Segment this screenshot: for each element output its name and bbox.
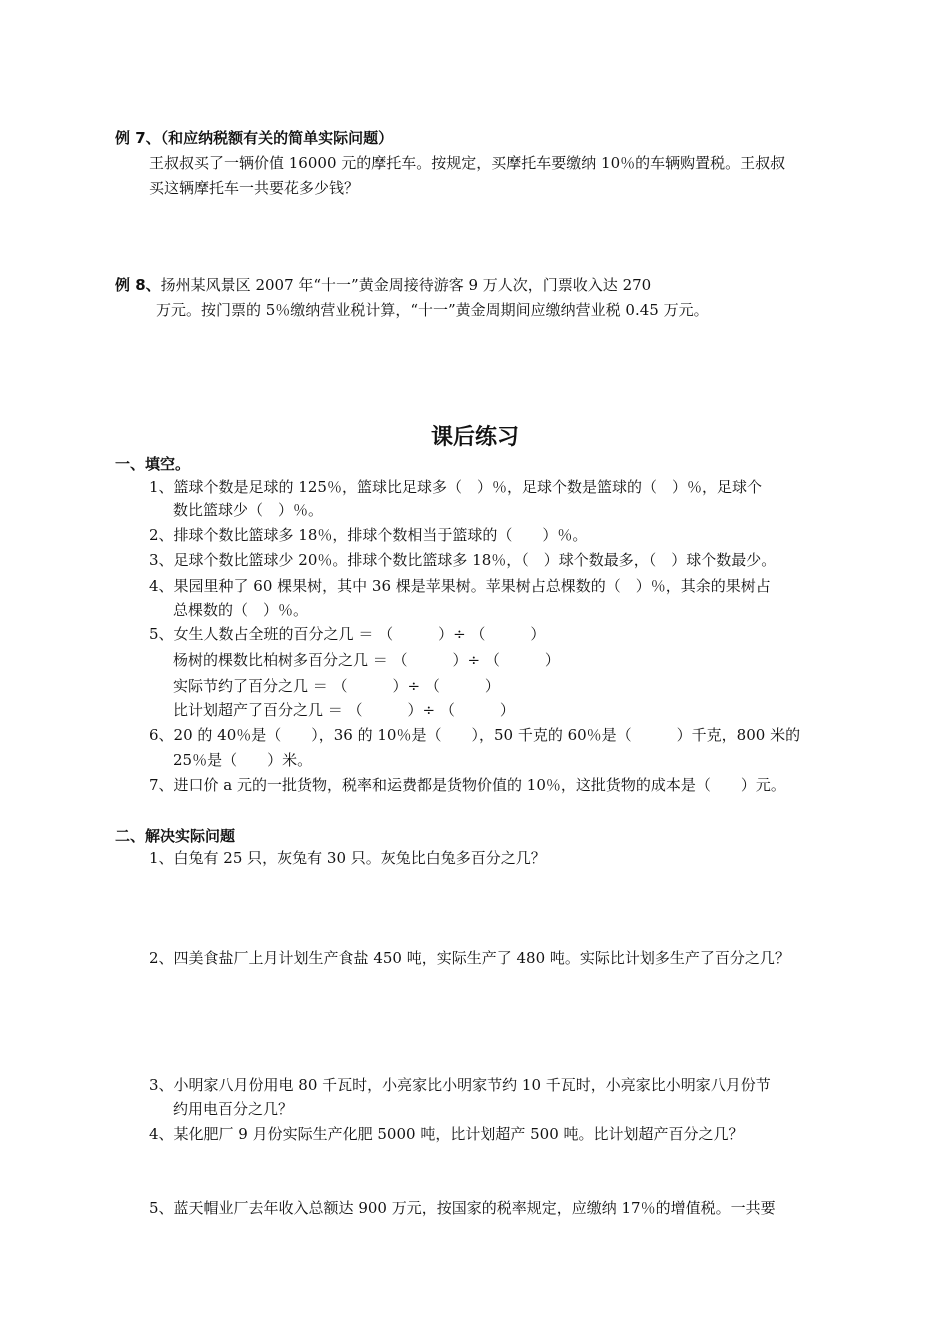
example7-heading-line	[115, 128, 393, 148]
problem-line: 3、小明家八月份用电 80 千瓦时，小亮家比小明家节约 10 千瓦时，小亮家比小明家八月份节	[149, 1076, 771, 1094]
example7-heading: （和应纳税额有关的简单实际问题）	[160, 129, 394, 147]
exercise-title: 课后练习	[430, 425, 519, 450]
question-line: 2、排球个数比篮球多 18％，排球个数相当于篮球的（ ）％。	[149, 526, 588, 544]
question-line: 数比篮球少（ ）％。	[173, 501, 324, 519]
problem-line: 4、某化肥厂 9 月份实际生产化肥 5000 吨，比计划超产 500 吨。比计划超产百分之几？	[149, 1125, 744, 1143]
example7-text-line: 买这辆摩托车一共要花多少钱？	[149, 179, 360, 197]
problem-line: 约用电百分之几？	[173, 1100, 294, 1118]
question-line: 5、女生人数占全班的百分之几 ＝ （ ）÷ （ ）	[149, 625, 546, 643]
question-line: 总棵数的（ ）％。	[173, 601, 309, 619]
section1-heading: 一、填空。	[115, 455, 191, 473]
question-line: 实际节约了百分之几 ＝ （ ）÷ （ ）	[173, 677, 500, 695]
problem-line: 5、蓝天帽业厂去年收入总额达 900 万元，按国家的税率规定，应缴纳 17％的增值税。一共要	[149, 1199, 776, 1217]
example7-label: 例 7、	[115, 129, 161, 147]
example8-line	[115, 275, 651, 295]
example8-text: 扬州某风景区 2007 年“十一”黄金周接待游客 9 万人次，门票收入达 270	[160, 276, 652, 294]
problem-line: 2、四美食盐厂上月计划生产食盐 450 吨，实际生产了 480 吨。实际比计划多生产了百分之几？	[149, 949, 790, 967]
example8-text-line: 万元。按门票的 5％缴纳营业税计算，“十一”黄金周期间应缴纳营业税 0.45 万元。	[156, 301, 709, 319]
section2-heading: 二、解决实际问题	[115, 827, 236, 845]
question-line: 7、进口价 a 元的一批货物，税率和运费都是货物价值的 10％，这批货物的成本是（ ）元。	[149, 776, 786, 794]
question-line: 3、足球个数比篮球少 20％。排球个数比篮球多 18％，（ ）球个数最多，（ ）球个数最少。	[149, 551, 777, 569]
question-line: 比计划超产了百分之几 ＝ （ ）÷ （ ）	[173, 701, 515, 719]
problem-line: 1、白兔有 25 只，灰兔有 30 只。灰兔比白兔多百分之几？	[149, 849, 546, 867]
example8-label: 例 8、	[115, 276, 161, 294]
question-line: 4、果园里种了 60 棵果树，其中 36 棵是苹果树。苹果树占总棵数的（ ）％，其余的果树占	[149, 577, 771, 595]
example7-text-line: 王叔叔买了一辆价值 16000 元的摩托车。按规定，买摩托车要缴纳 10％的车辆购置税。王叔叔	[149, 154, 786, 172]
question-line: 杨树的棵数比柏树多百分之几 ＝ （ ）÷ （ ）	[173, 651, 560, 669]
question-line: 6、20 的 40％是（ ），36 的 10％是（ ），50 千克的 60％是（ ）千克，800 米的	[149, 726, 801, 744]
question-line: 25％是（ ）米。	[173, 751, 313, 769]
question-line: 1、篮球个数是足球的 125％，篮球比足球多（ ）％，足球个数是篮球的（ ）％，足球个	[149, 478, 762, 496]
